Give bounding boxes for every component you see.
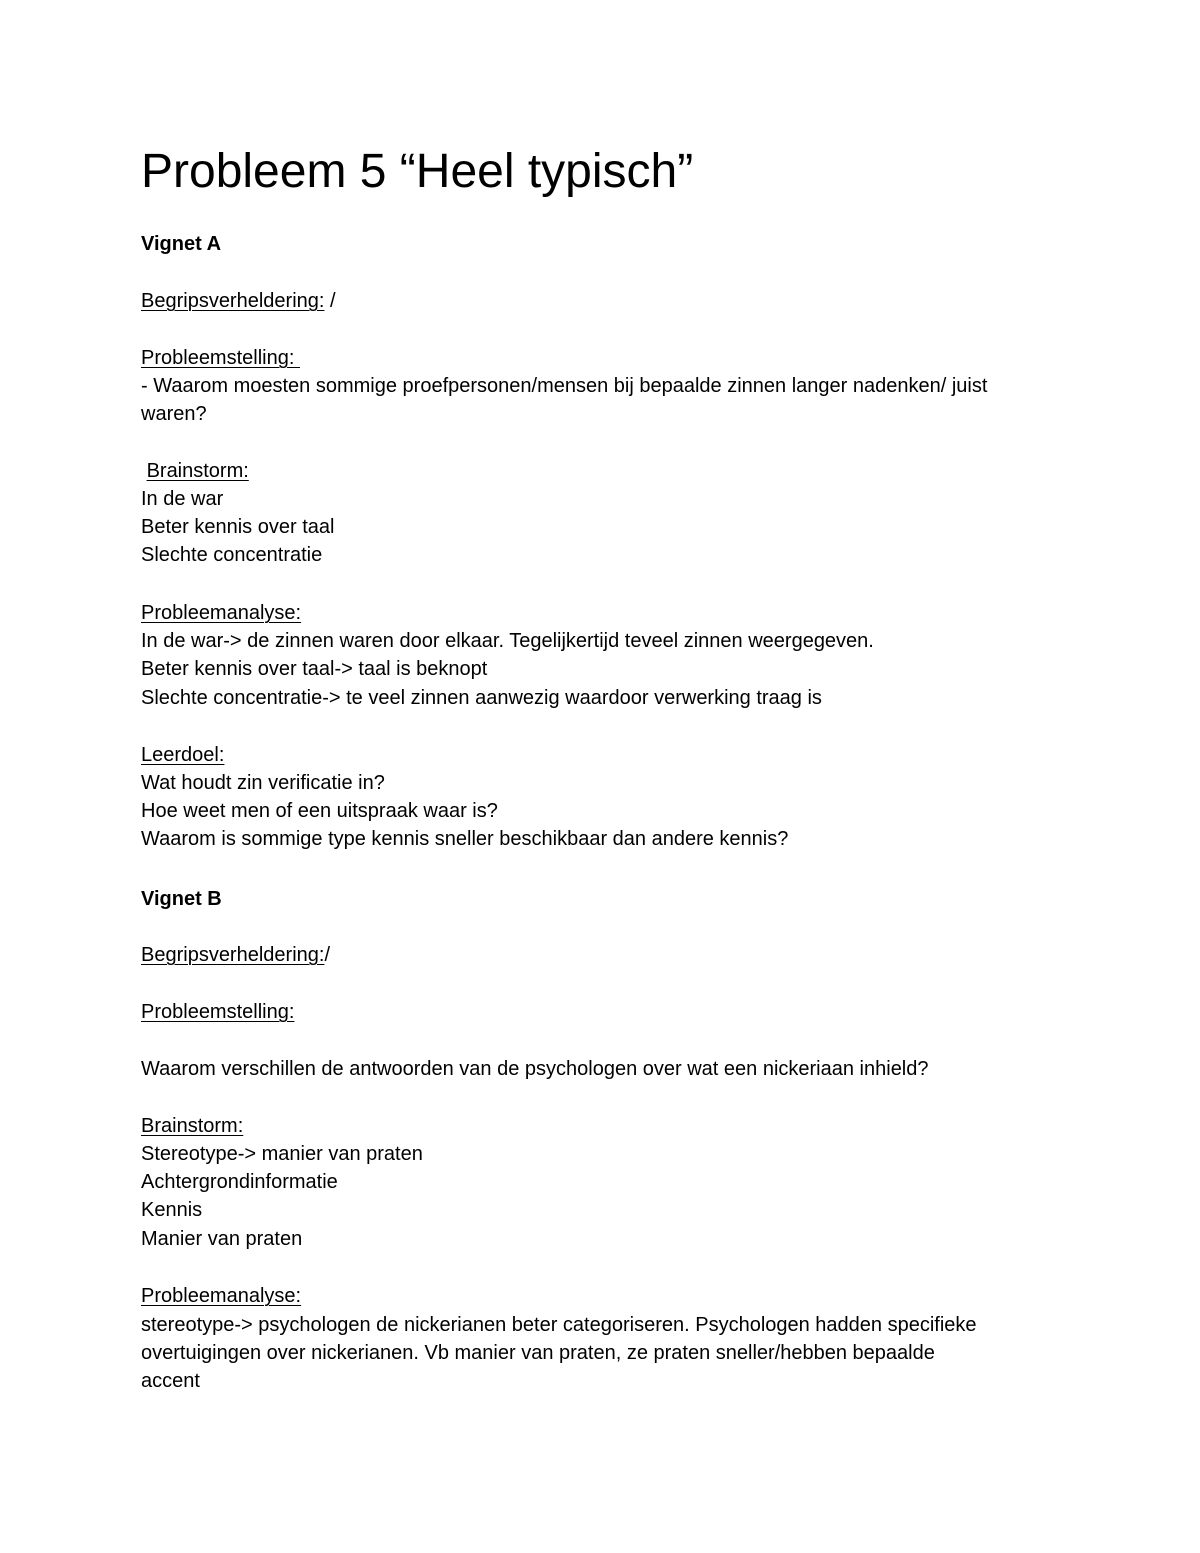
list-item: In de war bbox=[141, 488, 224, 510]
list-item: Achtergrondinformatie bbox=[141, 1171, 338, 1193]
section-label: Begripsverheldering: bbox=[141, 944, 325, 966]
text-line: Beter kennis over taal-> taal is beknopt bbox=[141, 658, 488, 680]
list-item: Beter kennis over taal bbox=[141, 516, 335, 538]
text-line: In de war-> de zinnen waren door elkaar. Tegelijkertijd teveel zinnen weergegeven. bbox=[141, 630, 874, 652]
list-item: Stereotype-> manier van praten bbox=[141, 1143, 423, 1165]
section-value: / bbox=[324, 290, 336, 312]
vignet-b-begripsverheldering bbox=[141, 941, 330, 969]
vignet-a-begripsverheldering bbox=[141, 287, 336, 315]
section-value: / bbox=[324, 944, 330, 966]
section-label: Brainstorm: bbox=[146, 460, 249, 482]
vignet-a-probleemanalyse-label bbox=[141, 599, 301, 627]
text-line: Hoe weet men of een uitspraak waar is? bbox=[141, 800, 498, 822]
vignet-a-probleemstelling-label bbox=[141, 344, 300, 372]
text-line: stereotype-> psychologen de nickerianen beter categoriseren. Psychologen hadden specifieke bbox=[141, 1314, 977, 1336]
section-label: Leerdoel: bbox=[141, 744, 225, 766]
text-line: - Waarom moesten sommige proefpersonen/mensen bij bepaalde zinnen langer nadenken/ juist bbox=[141, 375, 988, 397]
section-label: Probleemstelling: bbox=[141, 347, 300, 369]
text-line: overtuigingen over nickerianen. Vb manier van praten, ze praten sneller/hebben bepaalde bbox=[141, 1342, 935, 1364]
text-line: Wat houdt zin verificatie in? bbox=[141, 772, 385, 794]
section-label: Probleemanalyse: bbox=[141, 602, 302, 624]
vignet-b-heading: Vignet B bbox=[141, 888, 222, 910]
text-line: Waarom verschillen de antwoorden van de psychologen over wat een nickeriaan inhield? bbox=[141, 1058, 929, 1080]
vignet-b-brainstorm-label bbox=[141, 1112, 243, 1140]
vignet-b-probleemstelling-label bbox=[141, 998, 294, 1026]
list-item: Manier van praten bbox=[141, 1228, 303, 1250]
vignet-b-probleemanalyse-label bbox=[141, 1282, 301, 1310]
vignet-a-heading: Vignet A bbox=[141, 233, 222, 255]
section-label: Probleemstelling: bbox=[141, 1001, 295, 1023]
text-line: waren? bbox=[141, 403, 207, 425]
section-label: Brainstorm: bbox=[141, 1115, 244, 1137]
vignet-a-leerdoel-label bbox=[141, 741, 224, 769]
page-title: Probleem 5 “Heel typisch” bbox=[141, 145, 694, 198]
vignet-a-brainstorm-label bbox=[141, 457, 249, 485]
text-line: accent bbox=[141, 1370, 200, 1392]
text-line: Slechte concentratie-> te veel zinnen aanwezig waardoor verwerking traag is bbox=[141, 687, 822, 709]
list-item: Slechte concentratie bbox=[141, 544, 323, 566]
text-line: Waarom is sommige type kennis sneller beschikbaar dan andere kennis? bbox=[141, 828, 789, 850]
list-item: Kennis bbox=[141, 1199, 203, 1221]
section-label: Probleemanalyse: bbox=[141, 1285, 302, 1307]
section-label: Begripsverheldering: bbox=[141, 290, 325, 312]
